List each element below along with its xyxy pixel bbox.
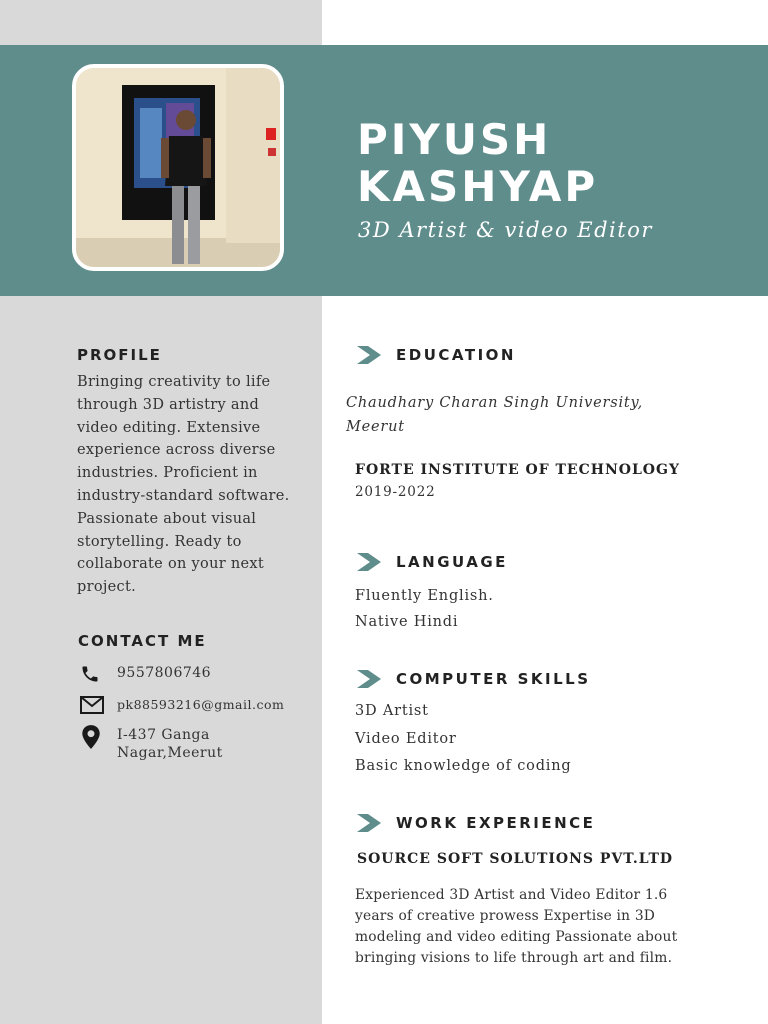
skill-item: 3D Artist <box>355 703 429 719</box>
education-section-header <box>357 346 516 364</box>
email-address[interactable]: pk88593216@gmail.com <box>117 697 285 712</box>
phone-icon <box>80 663 106 685</box>
university-line-1: Chaudhary Charan Singh University, <box>346 395 644 411</box>
contact-address-row <box>80 724 223 761</box>
language-item: Native Hindi <box>355 614 459 630</box>
profile-heading: PROFILE <box>77 346 162 364</box>
language-item: Fluently English. <box>355 588 494 604</box>
contact-heading: CONTACT ME <box>78 632 207 650</box>
job-title: 3D Artist & video Editor <box>358 218 653 242</box>
chevron-right-icon <box>357 346 381 364</box>
contact-email-row <box>80 694 285 716</box>
mail-icon <box>80 694 106 716</box>
education-years: 2019-2022 <box>355 484 436 500</box>
work-heading: WORK EXPERIENCE <box>396 814 596 832</box>
location-pin-icon <box>80 724 106 750</box>
profile-photo <box>72 64 284 271</box>
skills-heading: COMPUTER SKILLS <box>396 670 591 688</box>
contact-phone-row <box>80 663 212 685</box>
language-heading: LANGUAGE <box>396 553 508 571</box>
institute-name: FORTE INSTITUTE OF TECHNOLOGY <box>355 462 680 478</box>
profile-text: Bringing creativity to life through 3D artistry and video editing. Extensive experience across diverse industries. Proficient in industry-standard software. Passionate about visual storytelling. Ready to collaborate on your next project. <box>77 374 290 596</box>
university-line-2: Meerut <box>346 418 405 435</box>
first-name: PIYUSH <box>357 115 552 164</box>
address-line-1: I-437 Ganga <box>117 727 210 743</box>
language-section-header <box>357 553 508 571</box>
university-name <box>346 392 686 439</box>
work-description: Experienced 3D Artist and Video Editor 1.6 years of creative prowess Expertise in 3D modeling and video editing Passionate about bringing visions to life through art and film. <box>355 887 678 966</box>
address <box>117 726 223 762</box>
skill-item: Basic knowledge of coding <box>355 758 572 774</box>
profile-photo-illustration <box>76 68 280 267</box>
chevron-right-icon <box>357 670 381 688</box>
last-name: KASHYAP <box>357 162 599 211</box>
address-line-2: Nagar,Meerut <box>117 745 223 761</box>
work-section-header <box>357 814 595 832</box>
skill-item: Video Editor <box>355 731 457 747</box>
candidate-name <box>357 116 757 210</box>
education-heading: EDUCATION <box>396 346 516 364</box>
skills-section-header <box>357 670 591 688</box>
phone-number[interactable]: 9557806746 <box>117 665 212 681</box>
chevron-right-icon <box>357 553 381 571</box>
company-name: SOURCE SOFT SOLUTIONS PVT.LTD <box>357 851 674 867</box>
chevron-right-icon <box>357 814 381 832</box>
